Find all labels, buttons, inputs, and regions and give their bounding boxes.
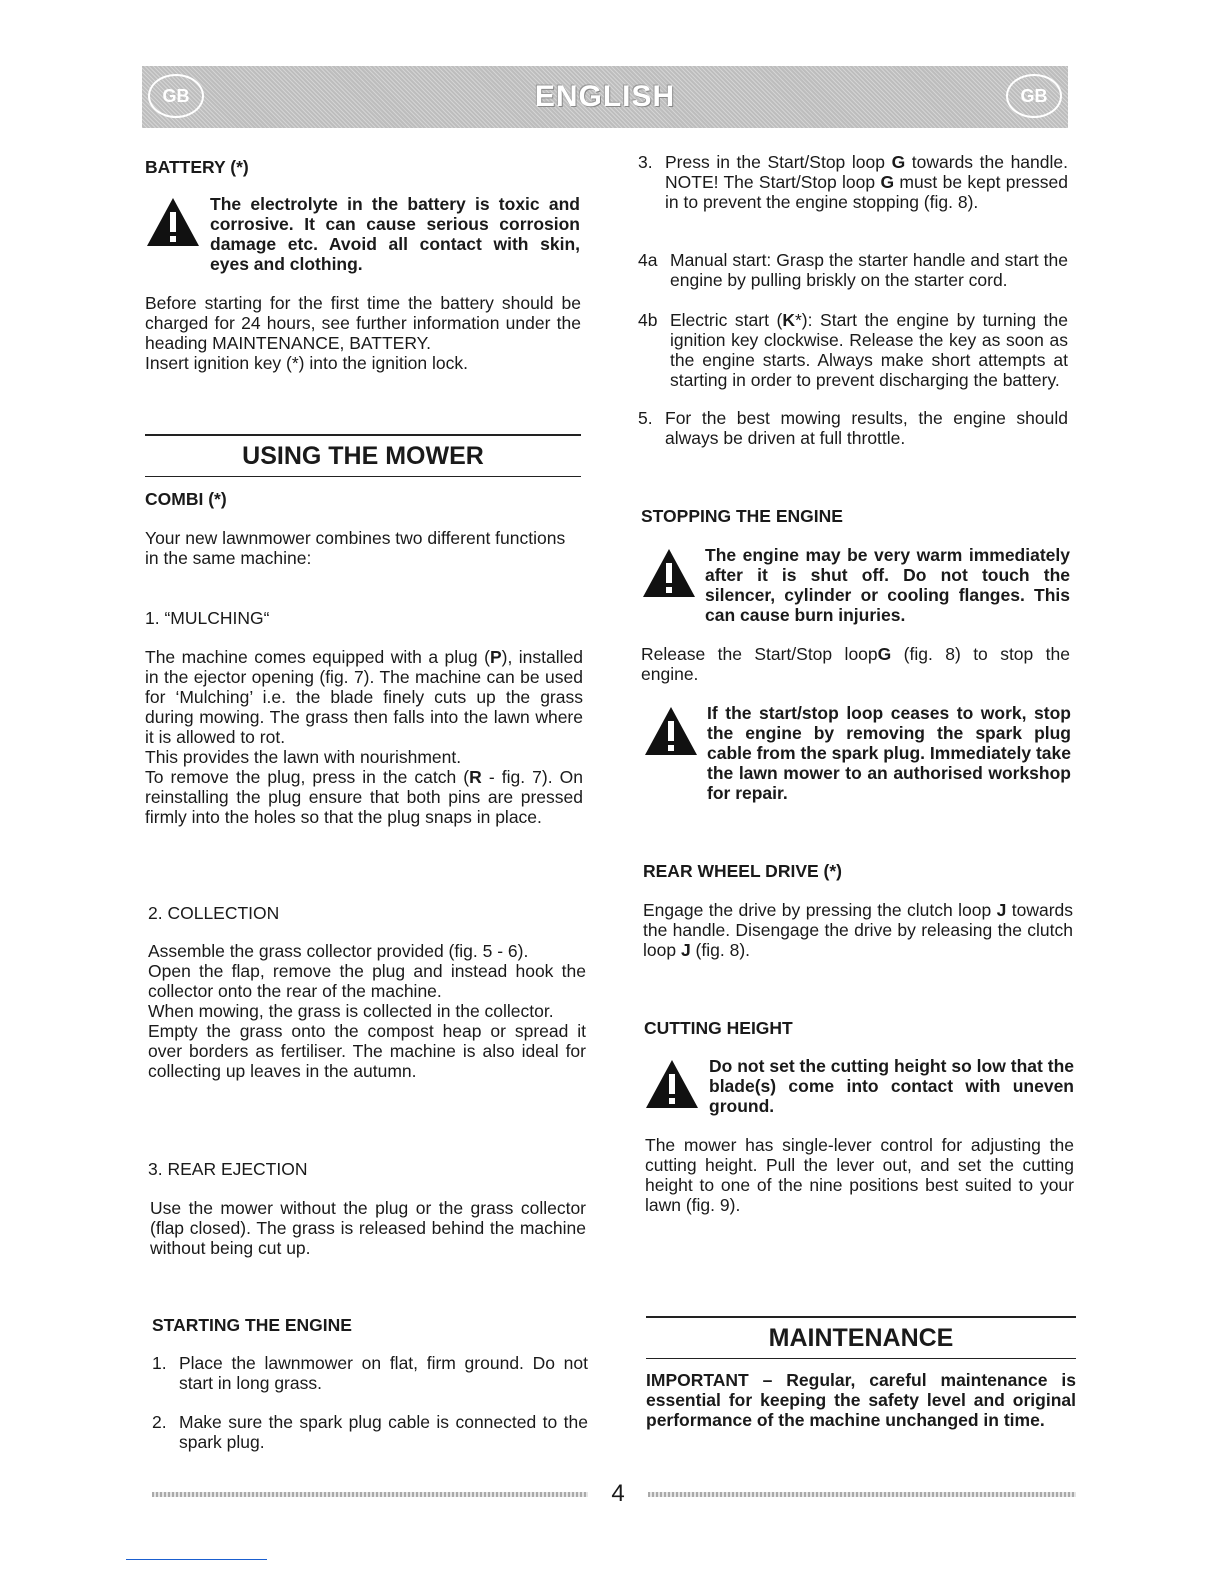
stopping-warning: The engine may be very warm immediately after it is shut off. Do not touch the silencer, cylinder or cooling flanges. This can cause burn injuries. xyxy=(705,545,1070,625)
collection-line-4: Empty the grass onto the compost heap or spread it over borders as fertiliser. The machine is also ideal for collecting up leaves in the autumn. xyxy=(148,1021,586,1081)
starting-step-2: 2. Make sure the spark plug cable is connected to the spark plug. xyxy=(152,1412,588,1452)
gb-badge-left: GB xyxy=(148,74,204,118)
battery-text-2: Insert ignition key (*) into the ignition lock. xyxy=(145,353,468,373)
collection-line-1: Assemble the grass collector provided (fig. 5 - 6). xyxy=(148,941,529,961)
starting-step-5: 5. For the best mowing results, the engine should always be driven at full throttle. xyxy=(638,408,1068,448)
gb-badge-right: GB xyxy=(1006,74,1062,118)
battery-text-1: Before starting for the first time the battery should be charged for 24 hours, see further information under the heading MAINTENANCE, BATTERY. xyxy=(145,293,581,353)
link-underline xyxy=(126,1559,267,1560)
mulching-paragraph-3: To remove the plug, press in the catch (R - fig. 7). On reinstalling the plug ensure that both pins are pressed firmly into the holes so that the plug snaps in place. xyxy=(145,767,584,827)
collection-heading: 2. COLLECTION xyxy=(148,903,280,923)
starting-step-3: 3. Press in the Start/Stop loop G towards the handle. NOTE! The Start/Stop loop G must be kept pressed in to prevent the engine stopping (fig. 8). xyxy=(638,152,1068,212)
mulching-heading: 1. “MULCHING“ xyxy=(145,608,270,628)
warning-icon xyxy=(145,196,201,252)
starting-step-1: 1. Place the lawnmower on flat, firm ground. Do not start in long grass. xyxy=(152,1353,588,1393)
page-number: 4 xyxy=(611,1480,625,1507)
starting-step-4b: 4b Electric start (K*): Start the engine by turning the ignition key clockwise. Release the key as soon as the engine starts. Always make short attempts at starting in order to prevent discharging the battery. xyxy=(638,310,1068,390)
starting-step-4a: 4a Manual start: Grasp the starter handle and start the engine by pulling briskly on the starter cord. xyxy=(638,250,1068,290)
cutting-height-text: The mower has single-lever control for adjusting the cutting height. Pull the lever out, and set the cutting height to one of the nine positions best suited to your lawn (fig. 9). xyxy=(645,1135,1074,1215)
mulching-paragraph-2: This provides the lawn with nourishment. xyxy=(145,747,462,767)
using-mower-title: USING THE MOWER xyxy=(145,434,581,477)
collection-line-3: When mowing, the grass is collected in the collector. xyxy=(148,1001,554,1021)
cutting-height-warning: Do not set the cutting height so low that the blade(s) come into contact with uneven ground. xyxy=(709,1056,1074,1116)
combi-heading: COMBI (*) xyxy=(145,489,227,509)
combi-intro: Your new lawnmower combines two different functions in the same machine: xyxy=(145,528,566,568)
starting-heading: STARTING THE ENGINE xyxy=(152,1315,352,1335)
rear-wheel-drive-heading: REAR WHEEL DRIVE (*) xyxy=(643,861,842,881)
rear-wheel-drive-text: Engage the drive by pressing the clutch loop J towards the handle. Disengage the drive by releasing the clutch loop J (fig. 8). xyxy=(643,900,1074,960)
warning-icon xyxy=(644,1058,700,1114)
stopping-heading: STOPPING THE ENGINE xyxy=(641,506,843,526)
banner-title: ENGLISH xyxy=(534,80,676,113)
mulching-paragraph-1: The machine comes equipped with a plug (P), installed in the ejector opening (fig. 7). The machine can be used for ‘Mulching’ i.e. the blade finely cuts up the grass during mowing. The grass then falls into the lawn where it is allowed to rot. xyxy=(145,647,583,747)
mulching-text xyxy=(145,647,583,827)
maintenance-important: IMPORTANT – Regular, careful maintenance is essential for keeping the safety level and original performance of the machine unchanged in time. xyxy=(646,1370,1076,1430)
language-banner xyxy=(142,66,1068,128)
collection-line-2: Open the flap, remove the plug and instead hook the collector onto the rear of the machine. xyxy=(148,961,586,1001)
battery-heading: BATTERY (*) xyxy=(145,157,249,177)
rear-ejection-text: Use the mower without the plug or the grass collector (flap closed). The grass is released behind the machine without being cut up. xyxy=(150,1198,586,1258)
warning-icon xyxy=(643,705,699,761)
cutting-height-heading: CUTTING HEIGHT xyxy=(644,1018,793,1038)
maintenance-title: MAINTENANCE xyxy=(646,1316,1076,1359)
footer-rule-right xyxy=(648,1492,1076,1497)
warning-icon xyxy=(641,547,697,603)
start-stop-loop-warning: If the start/stop loop ceases to work, stop the engine by removing the spark plug cable from the spark plug. Immediately take the lawn mower to an authorised workshop for repair. xyxy=(707,703,1071,803)
rear-ejection-heading: 3. REAR EJECTION xyxy=(148,1159,308,1179)
stopping-text: Release the Start/Stop loopG (fig. 8) to stop the engine. xyxy=(641,644,1070,684)
battery-warning: The electrolyte in the battery is toxic and corrosive. It can cause serious corrosion damage etc. Avoid all contact with skin, eyes and clothing. xyxy=(210,194,580,274)
collection-text xyxy=(148,941,586,1081)
footer-rule-left xyxy=(152,1492,588,1497)
